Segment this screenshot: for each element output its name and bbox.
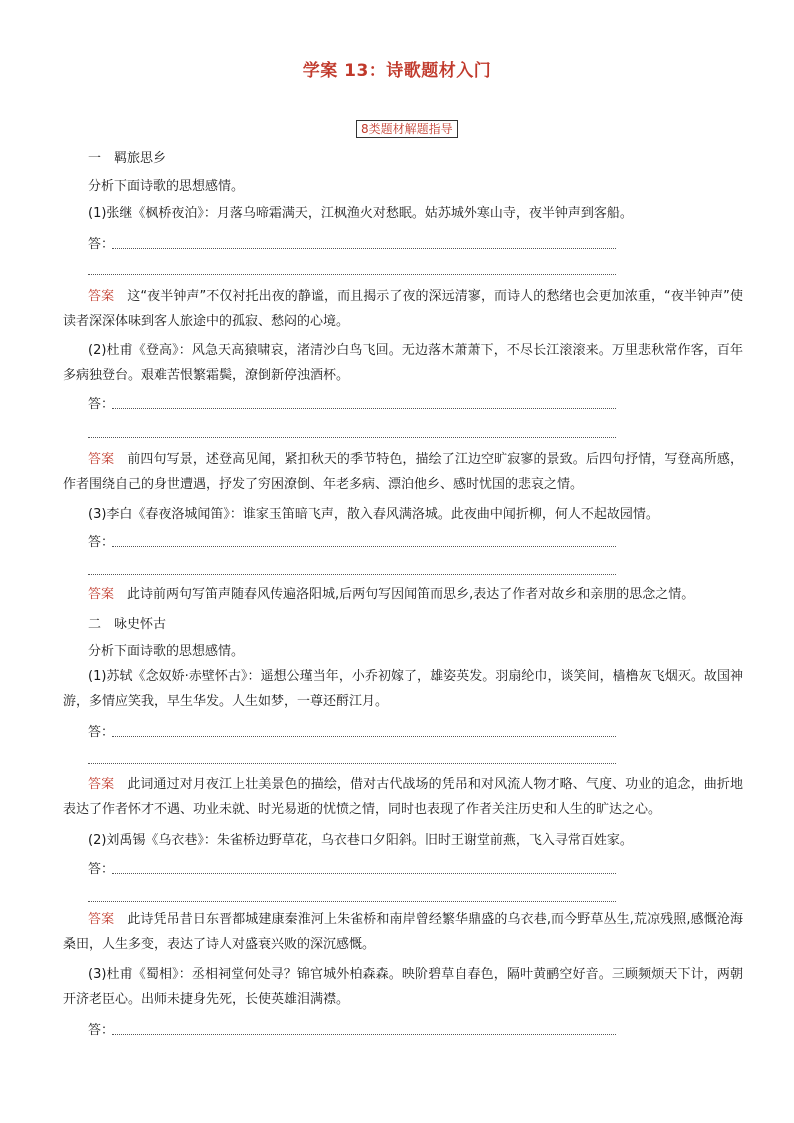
question-1-3: (3)李白《春夜洛城闻笛》：谁家玉笛暗飞声，散入春风满洛城。此夜曲中闻折柳，何人不起故园情。 <box>88 507 659 522</box>
answer-prompt: 答： <box>88 725 115 740</box>
answer-line <box>88 763 616 764</box>
answer-line <box>112 873 616 874</box>
answer-prompt: 答： <box>88 1023 115 1038</box>
answer-line <box>112 1034 616 1035</box>
answer-1-1 <box>63 284 743 334</box>
answer-label: 答案 <box>88 587 115 602</box>
answer-text: 前四句写景，述登高见闻，紧扣秋天的季节特色，描绘了江边空旷寂寥的景致。后四句抒情，写登高所感，作者围绕自己的身世遭遇，抒发了穷困潦倒、年老多病、漂泊他乡、感时忧国的悲哀之情。 <box>63 452 743 492</box>
answer-line <box>112 408 616 409</box>
answer-line <box>112 546 616 547</box>
answer-line <box>112 736 616 737</box>
answer-line <box>88 437 616 438</box>
answer-1-2 <box>63 447 743 497</box>
answer-text: 此诗凭吊昔日东晋都城建康秦淮河上朱雀桥和南岸曾经繁华鼎盛的乌衣巷,而今野草丛生,荒凉残照,感慨沧海桑田，人生多变，表达了诗人对盛衰兴败的深沉感慨。 <box>63 912 743 952</box>
instruction-1: 分析下面诗歌的思想感情。 <box>88 179 245 194</box>
answer-text: 此词通过对月夜江上壮美景色的描绘，借对古代战场的凭吊和对风流人物才略、气度、功业的追念，曲折地表达了作者怀才不遇、功业未就、时光易逝的忧愤之情，同时也表现了作者关注历史和人生的旷达之心。 <box>63 777 743 817</box>
page-title: 学案 13：诗歌题材入门 <box>302 61 492 81</box>
answer-1-3 <box>63 582 743 607</box>
answer-prompt: 答： <box>88 535 115 550</box>
question-2-3: (3)杜甫《蜀相》：丞相祠堂何处寻？锦官城外柏森森。映阶碧草自春色，隔叶黄鹂空好音。三顾频烦天下计，两朝开济老臣心。出师未捷身先死，长使英雄泪满襟。 <box>63 967 743 1007</box>
answer-label: 答案 <box>88 452 115 467</box>
answer-line <box>112 248 616 249</box>
answer-label: 答案 <box>88 289 115 304</box>
question-2-2: (2)刘禹锡《乌衣巷》：朱雀桥边野草花，乌衣巷口夕阳斜。旧时王谢堂前燕，飞入寻常百姓家。 <box>88 833 633 848</box>
section-heading-1: 一 羁旅思乡 <box>88 151 167 166</box>
answer-line <box>88 574 616 575</box>
answer-prompt: 答： <box>88 397 115 412</box>
answer-2-2 <box>63 907 743 957</box>
question-1-1: (1)张继《枫桥夜泊》：月落乌啼霜满天，江枫渔火对愁眠。姑苏城外寒山寺，夜半钟声到客船。 <box>88 206 633 221</box>
question-2-1: (1)苏轼《念奴娇·赤壁怀古》：遥想公瑾当年，小乔初嫁了，雄姿英发。羽扇纶巾，谈笑间，樯橹灰飞烟灭。故国神游，多情应笑我，早生华发。人生如梦，一尊还酹江月。 <box>63 669 743 709</box>
answer-label: 答案 <box>88 777 115 792</box>
answer-line <box>88 901 616 902</box>
answer-2-1 <box>63 772 743 822</box>
answer-label: 答案 <box>88 912 115 927</box>
answer-prompt: 答： <box>88 862 115 877</box>
answer-text: 这“夜半钟声”不仅衬托出夜的静谧，而且揭示了夜的深远清寥，而诗人的愁绪也会更加浓重，“夜半钟声”使读者深深体味到客人旅途中的孤寂、愁闷的心境。 <box>63 289 743 329</box>
answer-line <box>88 274 616 275</box>
answer-prompt: 答： <box>88 237 115 252</box>
boxed-heading: 8类题材解题指导 <box>356 120 458 138</box>
answer-text: 此诗前两句写笛声随春风传遍洛阳城,后两句写因闻笛而思乡,表达了作者对故乡和亲朋的思念之情。 <box>127 587 695 602</box>
question-1-2: (2)杜甫《登高》：风急天高猿啸哀，渚清沙白鸟飞回。无边落木萧萧下，不尽长江滚滚来。万里悲秋常作客，百年多病独登台。艰难苦恨繁霜鬓，潦倒新停浊酒杯。 <box>63 343 743 383</box>
section-heading-2: 二 咏史怀古 <box>88 617 167 632</box>
instruction-2: 分析下面诗歌的思想感情。 <box>88 644 245 659</box>
